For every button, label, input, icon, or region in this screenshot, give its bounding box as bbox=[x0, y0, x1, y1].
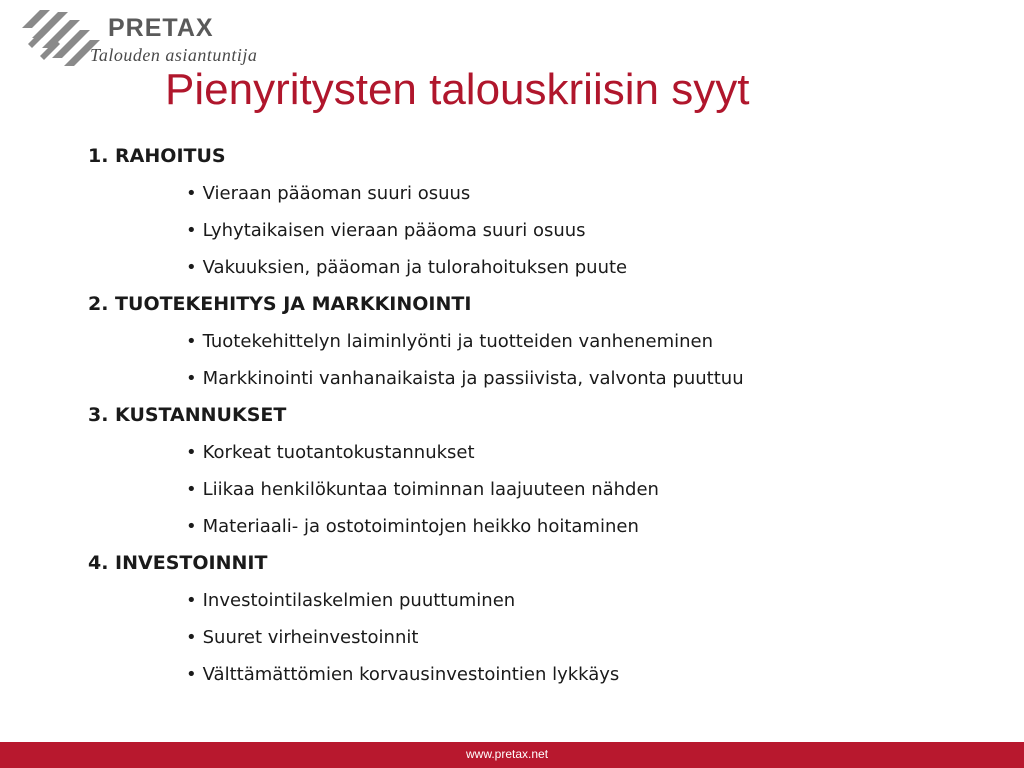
bullet-item bbox=[88, 323, 988, 360]
logo-name: PRETAX bbox=[108, 14, 214, 42]
bullet-dot-icon: • bbox=[186, 664, 197, 685]
bullet-dot-icon: • bbox=[186, 627, 197, 648]
logo-tagline: Talouden asiantuntija bbox=[90, 45, 258, 65]
section-heading: 3. KUSTANNUKSET bbox=[88, 404, 287, 426]
bullet-dot-icon: • bbox=[186, 183, 197, 204]
slide-content bbox=[88, 138, 988, 693]
footer-url: www.pretax.net bbox=[466, 747, 549, 761]
bullet-item bbox=[88, 175, 988, 212]
bullet-text: Tuotekehittelyn laiminlyönti ja tuotteiden vanheneminen bbox=[202, 331, 714, 352]
bullet-item bbox=[88, 360, 988, 397]
section bbox=[88, 545, 988, 693]
bullet-item bbox=[88, 249, 988, 286]
bullet-item bbox=[88, 471, 988, 508]
section-heading: 4. INVESTOINNIT bbox=[88, 552, 268, 574]
bullet-dot-icon: • bbox=[186, 479, 197, 500]
bullet-item bbox=[88, 434, 988, 471]
bullet-dot-icon: • bbox=[186, 331, 197, 352]
pretax-logo bbox=[20, 10, 290, 68]
bullet-text: Lyhytaikaisen vieraan pääoma suuri osuus bbox=[202, 220, 586, 241]
section bbox=[88, 138, 988, 286]
section bbox=[88, 286, 988, 397]
footer-bar bbox=[0, 742, 1024, 768]
bullet-dot-icon: • bbox=[186, 220, 197, 241]
bullet-item bbox=[88, 212, 988, 249]
section bbox=[88, 397, 988, 545]
bullet-text: Suuret virheinvestoinnit bbox=[202, 627, 419, 648]
bullet-text: Liikaa henkilökuntaa toiminnan laajuuteen nähden bbox=[202, 479, 659, 500]
bullet-item bbox=[88, 508, 988, 545]
bullet-text: Korkeat tuotantokustannukset bbox=[202, 442, 475, 463]
slide-title: Pienyritysten talouskriisin syyt bbox=[165, 65, 750, 114]
bullet-dot-icon: • bbox=[186, 516, 197, 537]
bullet-text: Vieraan pääoman suuri osuus bbox=[202, 183, 471, 204]
bullet-item bbox=[88, 656, 988, 693]
bullet-text: Markkinointi vanhanaikaista ja passiivista, valvonta puuttuu bbox=[202, 368, 744, 389]
bullet-text: Vakuuksien, pääoman ja tulorahoituksen puute bbox=[202, 257, 628, 278]
bullet-item bbox=[88, 582, 988, 619]
section-heading: 1. RAHOITUS bbox=[88, 145, 226, 167]
bullet-dot-icon: • bbox=[186, 257, 197, 278]
bullet-dot-icon: • bbox=[186, 442, 197, 463]
bullet-text: Investointilaskelmien puuttuminen bbox=[202, 590, 516, 611]
bullet-dot-icon: • bbox=[186, 590, 197, 611]
bullet-dot-icon: • bbox=[186, 368, 197, 389]
section-heading: 2. TUOTEKEHITYS JA MARKKINOINTI bbox=[88, 293, 472, 315]
bullet-item bbox=[88, 619, 988, 656]
bullet-text: Välttämättömien korvausinvestointien lykkäys bbox=[202, 664, 620, 685]
bullet-text: Materiaali- ja ostotoimintojen heikko hoitaminen bbox=[202, 516, 639, 537]
